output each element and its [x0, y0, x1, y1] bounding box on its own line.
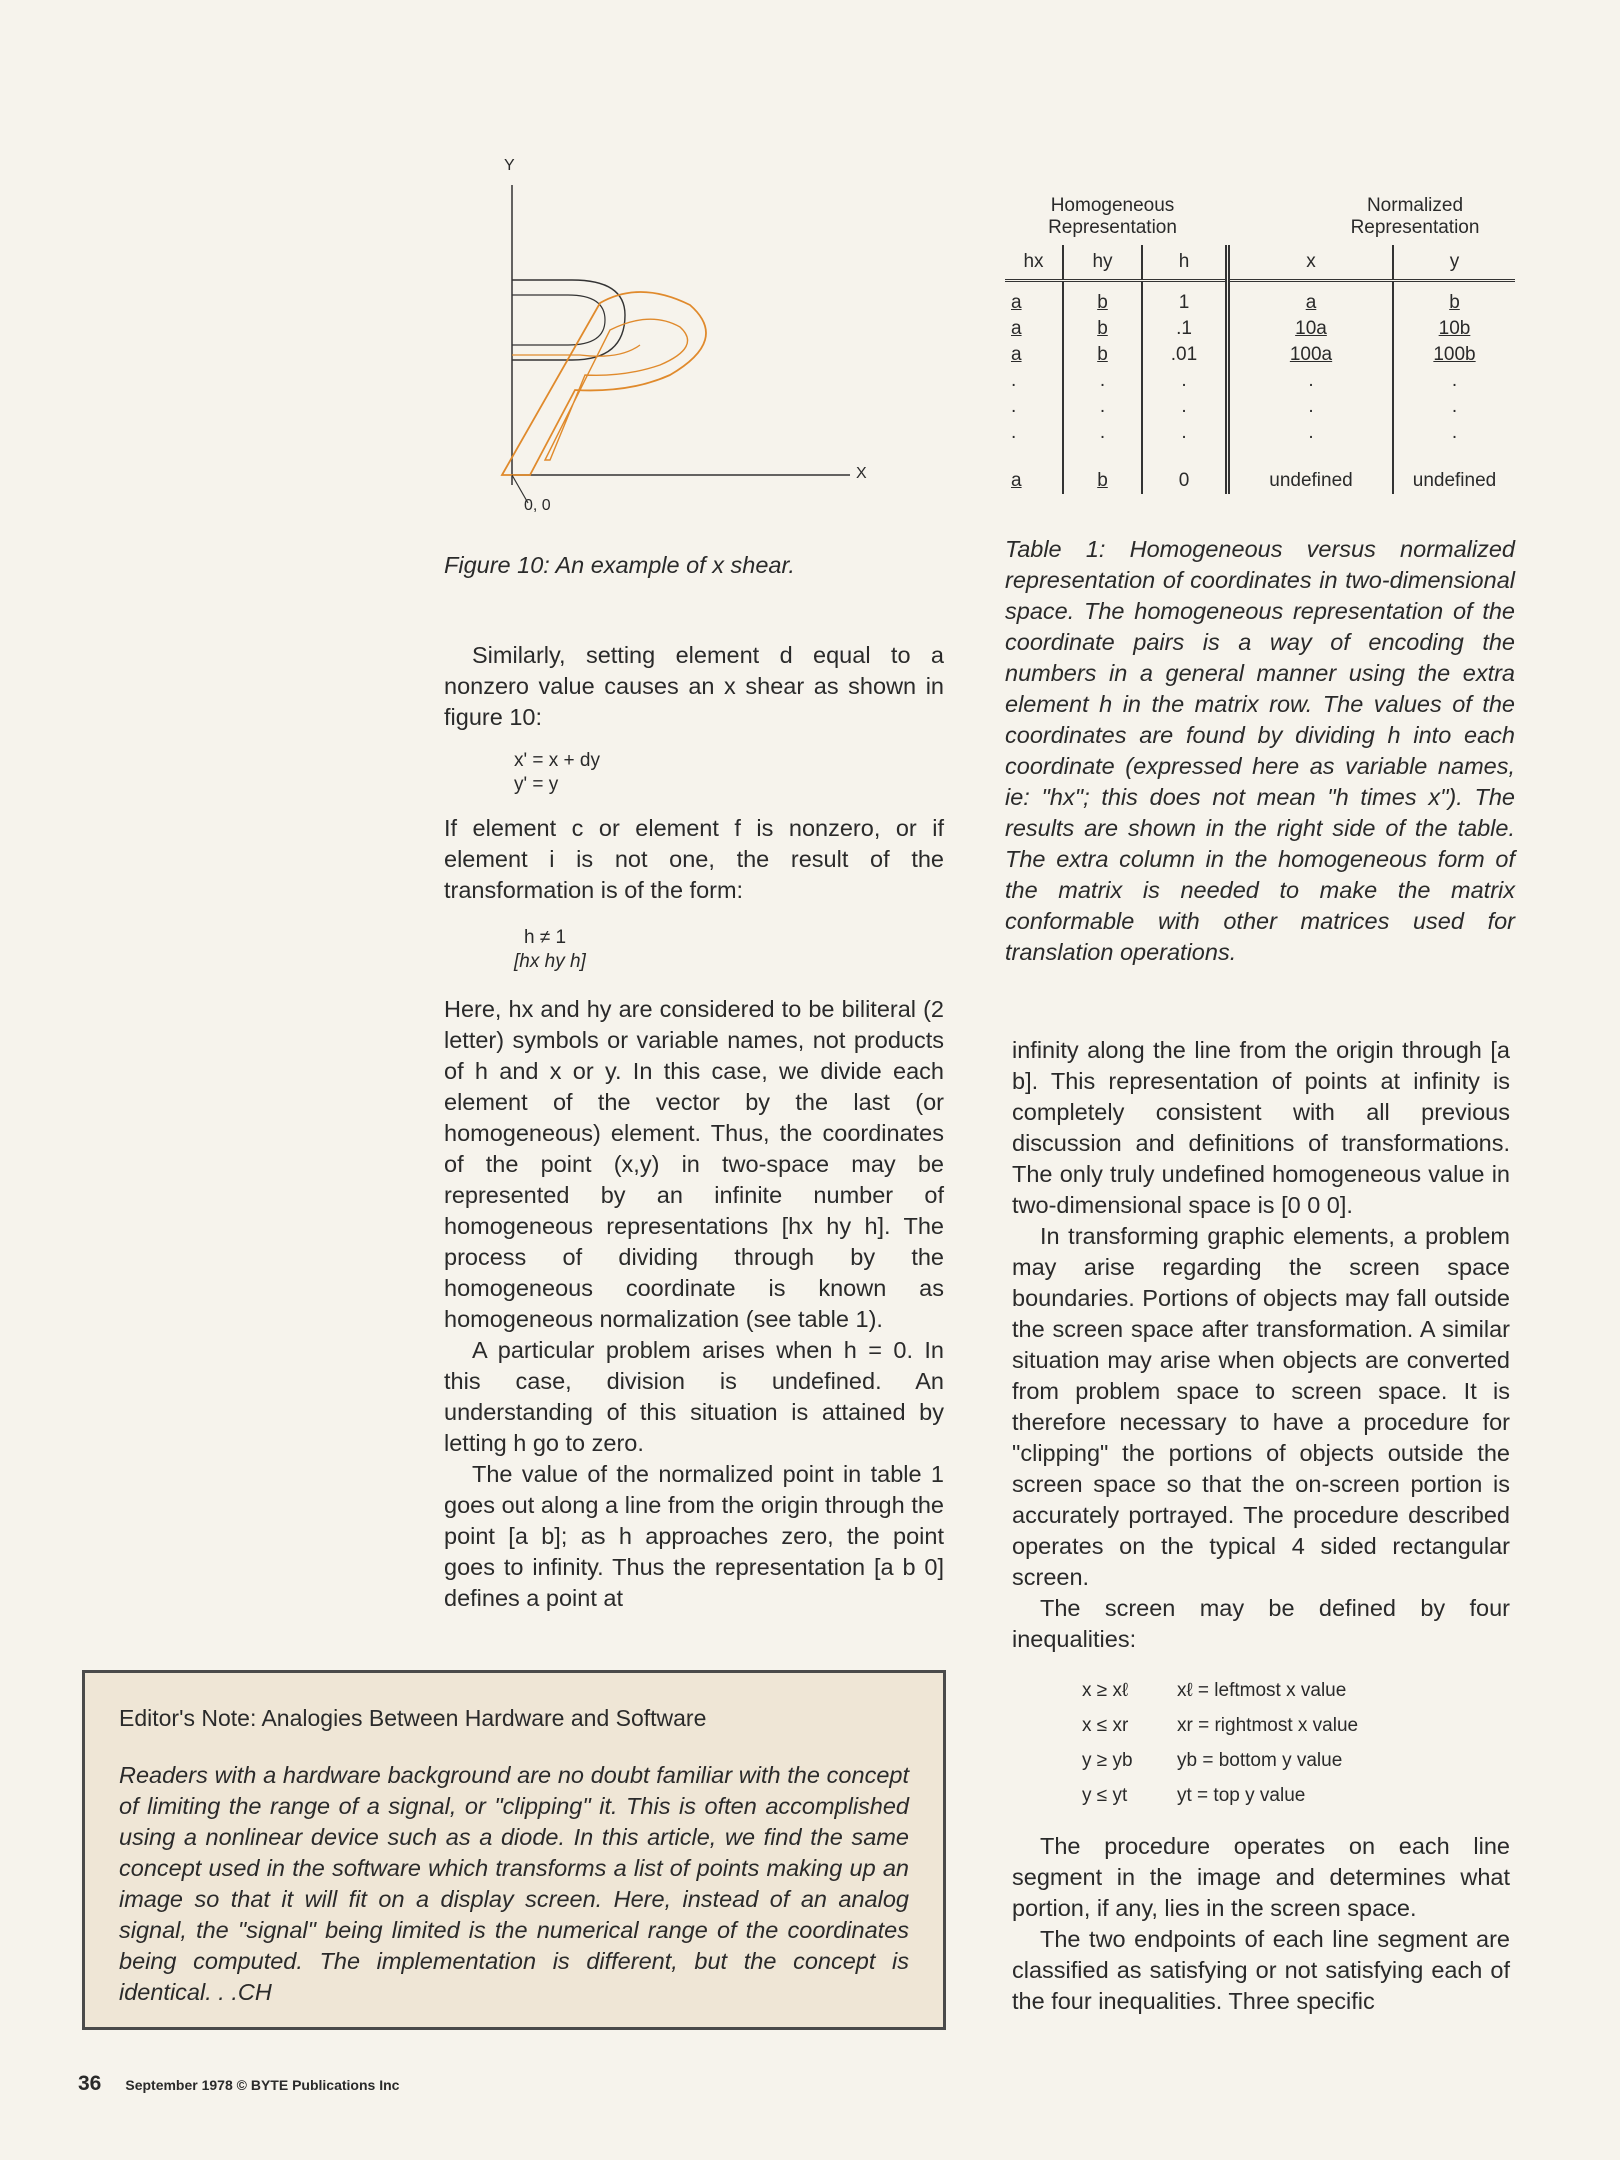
table-cell: a: [1005, 281, 1063, 317]
left-paragraph-5: The value of the normalized point in table 1 goes out along a line from the origin through the point [a b]; as h approaches zero, the point goes to infinity. Thus the representation [a b 0] defines a point at: [444, 1461, 944, 1611]
inequality-row: [1082, 1708, 1510, 1743]
table-cell: .: [1451, 422, 1458, 443]
equation-vector-line: [hx hy h]: [514, 951, 586, 972]
right-paragraph-3: The screen may be defined by four inequalities:: [1012, 1595, 1510, 1652]
right-paragraph-4: The procedure operates on each line segment in the image and determines what portion, if any, lies in the screen space.: [1012, 1833, 1510, 1921]
inequality-condition: x ≤ xr: [1082, 1715, 1129, 1736]
shear-figure: [490, 155, 890, 525]
right-paragraph-2: In transforming graphic elements, a problem may arise regarding the screen space boundaries. Portions of objects may fall outside the screen space after transformation. A similar situation may arise when objects are converted from problem space to screen space. It is therefore necessary to have a procedure for "clipping" the portions of objects outside the screen space so that the on-screen portion is accurately portrayed. The procedure described operates on the typical 4 sided rectangular screen.: [1012, 1223, 1510, 1590]
editor-note-body: Readers with a hardware background are no doubt familiar with the concept of limiting the range of a signal, or "clipping" it. This is often accomplished using a nonlinear device such as a diode. In this article, we find the same concept used in the software which transforms a list of points making up an image so that it will fit on a display screen. Here, instead of an analog signal, the "signal" being limited is the numerical range of the coordinates being computed. The implementation is different, but the concept is identical. . .CH: [119, 1762, 909, 2005]
inequality-definition: yt = top y value: [1177, 1785, 1306, 1806]
table-body: [1005, 245, 1515, 494]
table-cell: 10b: [1438, 318, 1471, 339]
inequality-row: [1082, 1743, 1510, 1778]
sheared-p-outer: [502, 292, 706, 475]
axis-x-label: X: [856, 465, 867, 482]
table-cell: a: [1005, 446, 1063, 494]
table-cell: .: [1142, 394, 1228, 420]
table-cell: undefined: [1228, 446, 1394, 494]
table-cell: undefined: [1412, 470, 1497, 491]
table-cell: .: [1228, 368, 1394, 394]
table-1: [1005, 195, 1515, 968]
inequality-condition: y ≤ yt: [1082, 1785, 1128, 1806]
table-cell: .: [1142, 368, 1228, 394]
table-header-cell: h: [1142, 245, 1228, 281]
table-cell: .: [1005, 394, 1063, 420]
left-paragraph-3: Here, hx and hy are considered to be biliteral (2 letter) symbols or variable names, not products of h and x or y. In this case, we divide each element of the vector by the last (or homogeneous) element. Thus, the coordinates of the point (x,y) in two-space may be represented by an infinite number of homogeneous representations [hx hy h]. The process of dividing through by the homogeneous coordinate is known as homogeneous normalization (see table 1).: [444, 996, 944, 1332]
table-cell: 10a: [1228, 316, 1394, 342]
right-column: [1012, 1035, 1510, 2017]
table-header-cell: hy: [1063, 245, 1142, 281]
inequality-row: [1082, 1673, 1510, 1708]
table-cell: a: [1228, 281, 1394, 317]
original-p: [512, 280, 625, 360]
table-row: [1005, 316, 1515, 342]
table-header-row: [1005, 245, 1515, 281]
inequalities: [1082, 1673, 1510, 1813]
equation-homogeneous: [514, 926, 944, 974]
table-cell: .: [1142, 420, 1228, 446]
inequality-definition: xr = rightmost x value: [1177, 1715, 1359, 1736]
table-cell: .: [1005, 368, 1063, 394]
table-cell: b: [1063, 342, 1142, 368]
left-paragraph-2: If element c or element f is nonzero, or if element i is not one, the result of the transformation is of the form:: [444, 815, 944, 903]
inequality-condition: y ≥ yb: [1082, 1750, 1133, 1771]
table-cell: 100b: [1433, 344, 1476, 365]
right-paragraph-5: The two endpoints of each line segment are classified as satisfying or not satisfying each of the four inequalities. Three specific: [1012, 1926, 1510, 2014]
figure-caption: Figure 10: An example of x shear.: [444, 552, 795, 578]
inequality-row: [1082, 1778, 1510, 1813]
axis-y-label: Y: [504, 157, 515, 174]
left-paragraph-1: Similarly, setting element d equal to a nonzero value causes an x shear as shown in figure 10:: [444, 642, 944, 730]
footer-text: September 1978 © BYTE Publications Inc: [125, 2077, 400, 2093]
table-cell: 0: [1142, 446, 1228, 494]
table-header-cell: x: [1228, 245, 1394, 281]
table-cell: .: [1228, 394, 1394, 420]
left-paragraph-4: A particular problem arises when h = 0. In this case, division is undefined. An understanding of this situation is attained by letting h go to zero.: [444, 1337, 944, 1456]
editor-note-box: [82, 1670, 946, 2030]
origin-label: 0, 0: [524, 497, 551, 514]
editor-note-title: Editor's Note: Analogies Between Hardware and Software: [119, 1705, 707, 1731]
table-cell: .: [1451, 396, 1458, 417]
equation-x-shear: [514, 749, 944, 797]
table-cell: .: [1228, 420, 1394, 446]
table-cell: a: [1005, 316, 1063, 342]
equation-line-2: y' = y: [514, 774, 559, 795]
table-row: [1005, 394, 1515, 420]
inequality-definition: xℓ = leftmost x value: [1177, 1680, 1347, 1701]
right-paragraph-1: infinity along the line from the origin through [a b]. This representation of points at infinity is completely consistent with all previous discussion and definitions of transformations. The only truly undefined homogeneous value in two-dimensional space is [0 0 0].: [1012, 1037, 1510, 1218]
table-row: [1005, 368, 1515, 394]
table-cell: b: [1063, 316, 1142, 342]
table-cell: .: [1063, 368, 1142, 394]
table-cell: .: [1005, 420, 1063, 446]
table-cell: .1: [1142, 316, 1228, 342]
table-cell: b: [1063, 281, 1142, 317]
table-cell: .01: [1142, 342, 1228, 368]
equation-line-1: x' = x + dy: [514, 750, 601, 771]
table-cell: 1: [1142, 281, 1228, 317]
table-group-homogeneous: Homogeneous Representation: [1048, 195, 1177, 238]
table-header-cell: y: [1449, 251, 1460, 272]
equation-h-line: h ≠ 1: [524, 927, 567, 948]
page-number: 36: [78, 2072, 102, 2095]
table-row: [1005, 420, 1515, 446]
table-group-normalized: Normalized Representation: [1350, 195, 1480, 238]
left-column: [444, 640, 944, 1614]
inequality-definition: yb = bottom y value: [1177, 1750, 1343, 1771]
table-cell: .: [1451, 370, 1458, 391]
table-cell: .: [1063, 420, 1142, 446]
figure-10: [490, 155, 890, 525]
table-row: [1005, 281, 1515, 317]
table-cell: b: [1449, 292, 1460, 313]
table-cell: .: [1063, 394, 1142, 420]
table-caption: Table 1: Homogeneous versus normalized representation of coordinates in two-dimensional space. The homogeneous representation of the coordinate pairs is a way of encoding the numbers in a general manner using the extra element h in the matrix row. The values of the coordinates are found by dividing h into each coordinate (expressed here as variable names, ie: "hx"; this does not mean "h times x"). The results are shown in the right side of the table. The extra column in the homogeneous form of the matrix is needed to make the matrix conformable with other matrices used for translation operations.: [1005, 536, 1515, 965]
table-cell: a: [1005, 342, 1063, 368]
table-row: [1005, 446, 1515, 494]
table-cell: b: [1063, 446, 1142, 494]
inequality-condition: x ≥ xℓ: [1082, 1680, 1129, 1701]
footer: [78, 2072, 399, 2096]
table-header-cell: hx: [1005, 245, 1063, 281]
table-row: [1005, 342, 1515, 368]
table-cell: 100a: [1228, 342, 1394, 368]
